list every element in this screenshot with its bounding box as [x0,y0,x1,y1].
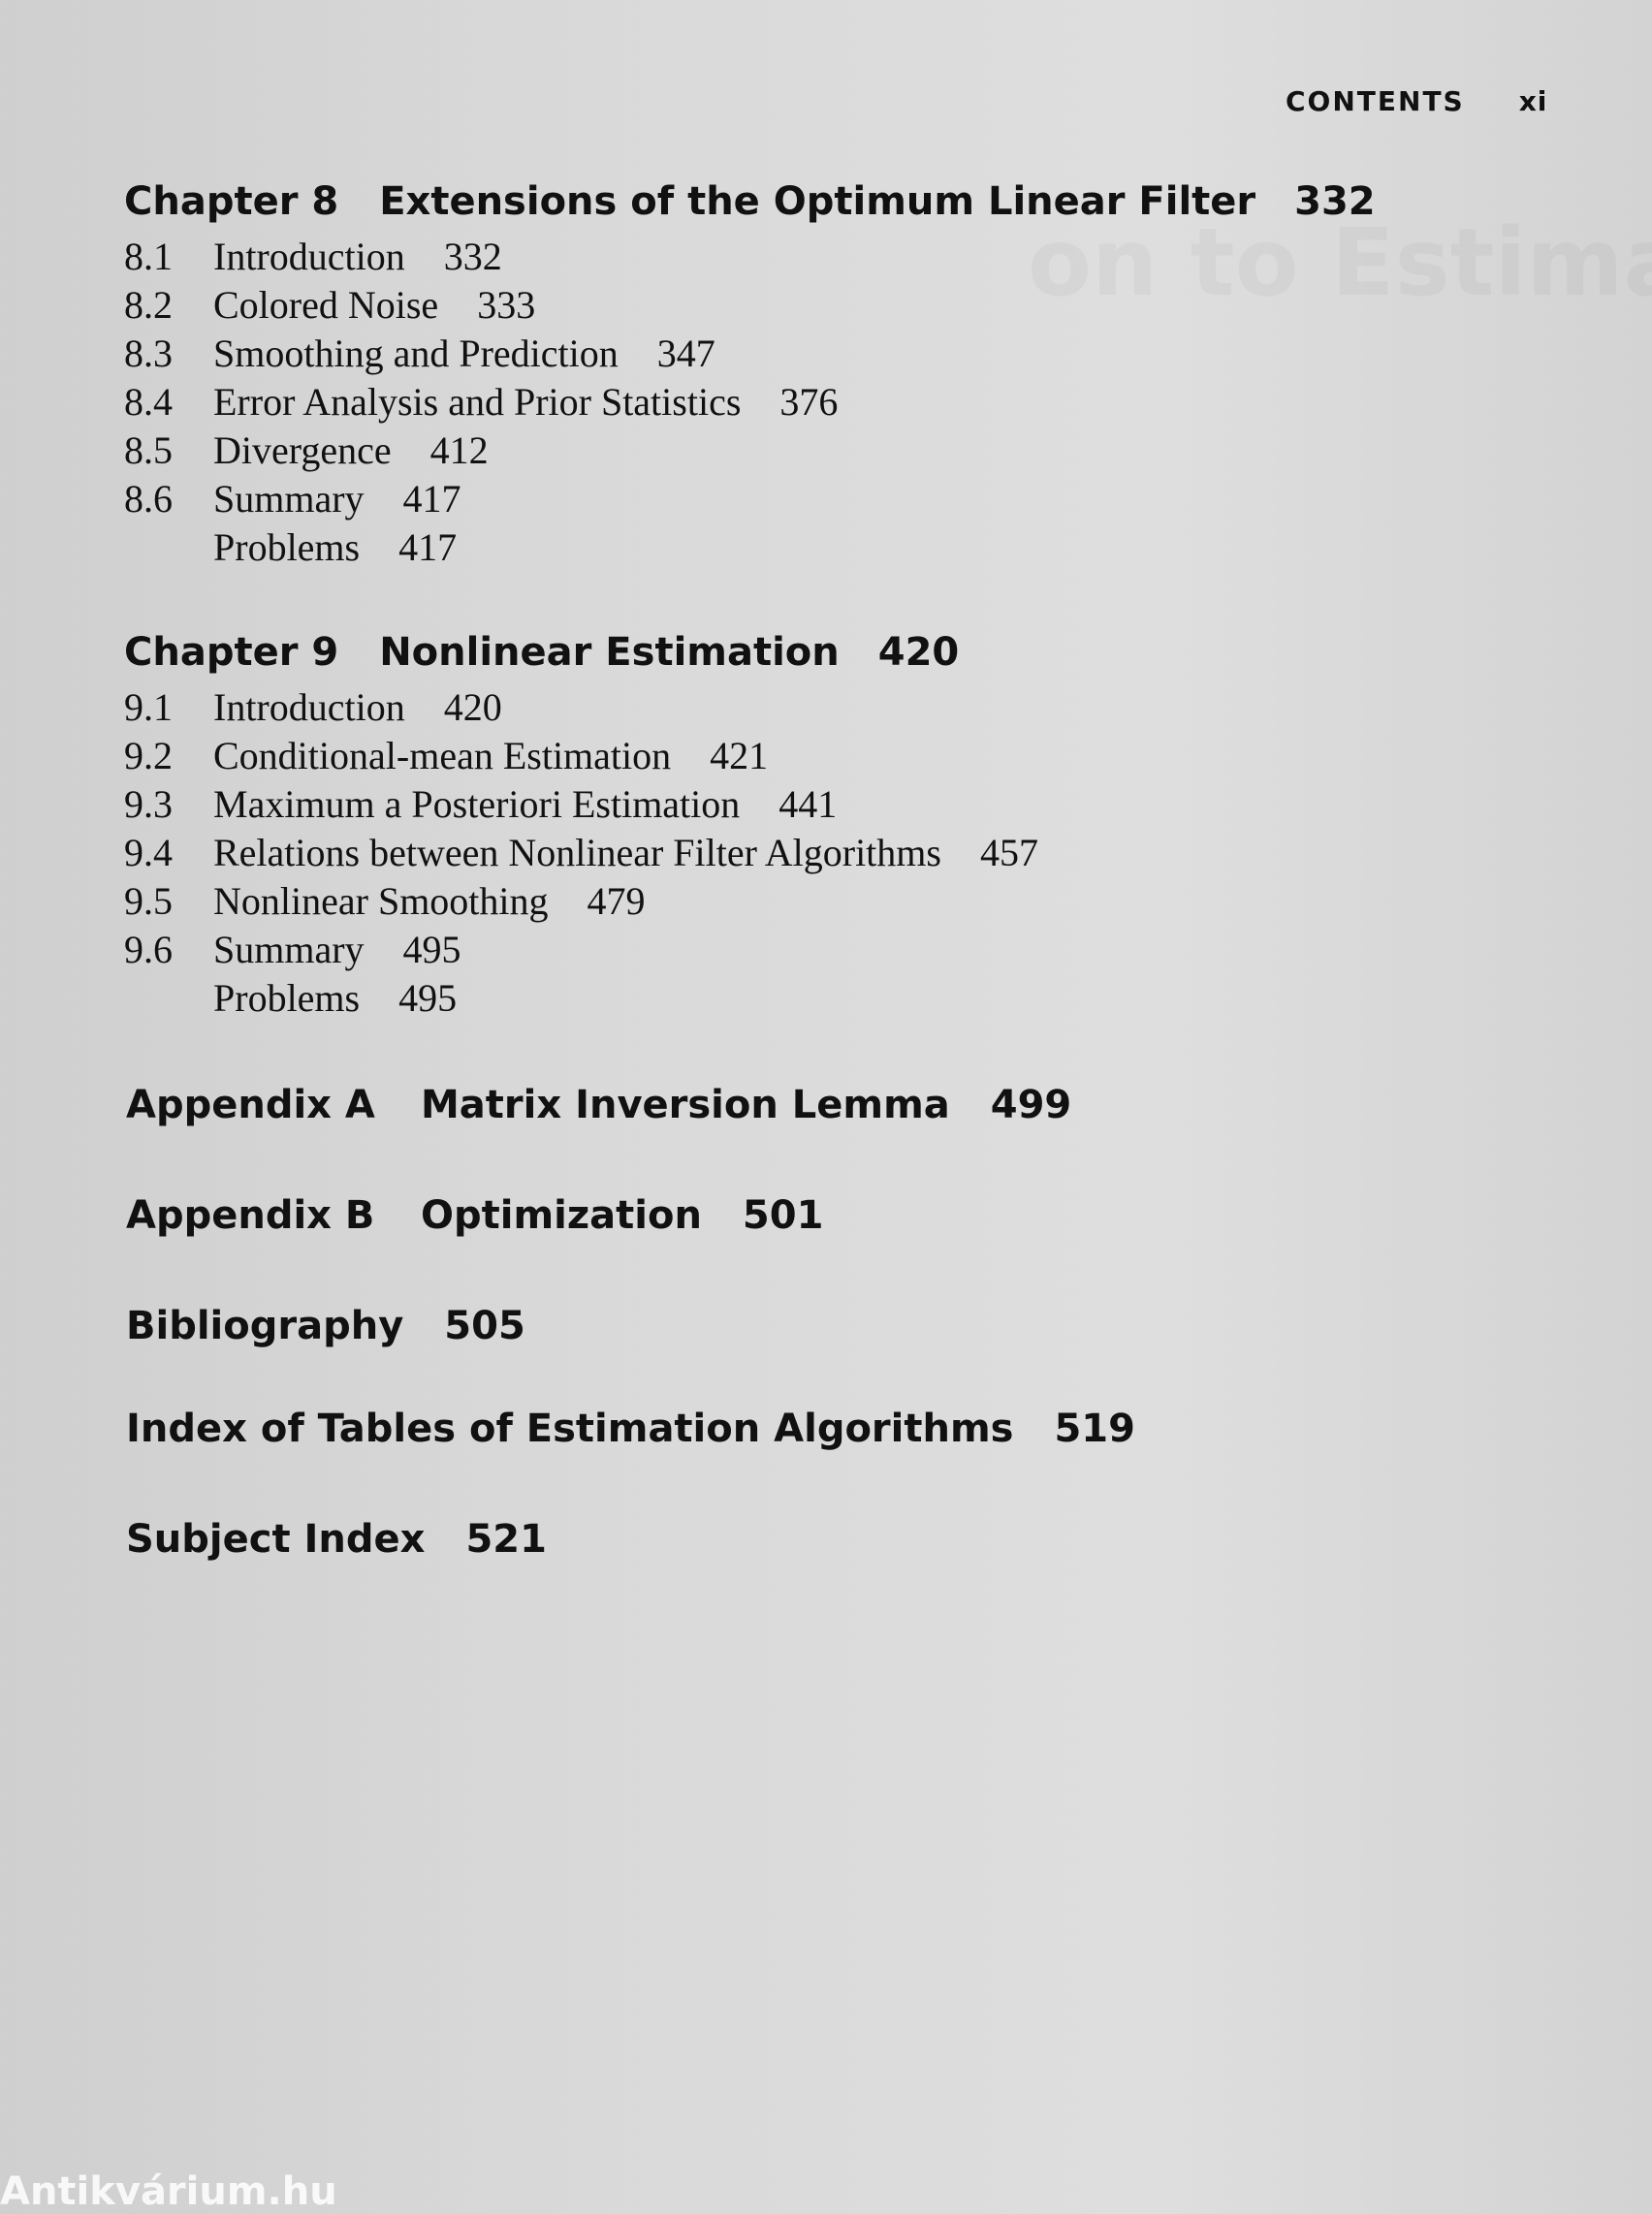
section-entry [124,233,1520,281]
section-entry [124,427,1520,475]
section-page: 495 [402,928,461,971]
problems-entry [124,974,1520,1023]
section-title: Nonlinear Smoothing [213,879,549,923]
appendix-b-entry [126,1188,823,1243]
section-title: Maximum a Posteriori Estimation [213,782,741,826]
section-entry [124,330,1520,378]
section-number: 8.5 [124,428,173,472]
section-title: Relations between Nonlinear Filter Algorithms [213,831,941,874]
appendix-label: Appendix A [126,1083,375,1127]
section-page: 332 [443,235,502,278]
chapter-heading [124,625,1520,680]
section-number: 9.4 [124,831,173,874]
chapter-9-entry [124,625,1520,1023]
section-entry [124,683,1520,732]
bibliography-entry [126,1299,525,1353]
section-entry [124,829,1520,877]
section-page: 347 [656,332,715,375]
section-page: 420 [443,685,502,729]
chapter-title: Extensions of the Optimum Linear Filter [379,179,1256,224]
problems-entry [124,523,1520,572]
section-page: 421 [710,734,769,777]
back-matter-page: 519 [1054,1407,1135,1451]
section-title: Introduction [213,685,405,729]
section-number: 9.3 [124,782,173,826]
section-page: 376 [779,380,839,424]
section-entry [124,475,1520,523]
chapter-page: 332 [1294,179,1376,224]
chapter-heading [124,174,1520,229]
back-matter-title: Index of Tables of Estimation Algorithms [126,1407,1014,1451]
section-title: Error Analysis and Prior Statistics [213,380,742,424]
appendix-label: Appendix B [126,1193,375,1238]
subject-index-entry [126,1512,547,1566]
running-head [1286,85,1547,117]
section-number: 9.5 [124,879,173,923]
section-page: 495 [398,976,458,1020]
back-matter-title: Bibliography [126,1304,404,1348]
back-matter-page: 521 [465,1517,547,1562]
section-entry [124,732,1520,780]
section-entry [124,877,1520,926]
chapter-title: Nonlinear Estimation [379,630,840,675]
appendix-title: Matrix Inversion Lemma [421,1083,950,1127]
running-head-label: CONTENTS [1286,85,1465,117]
appendix-page: 499 [990,1083,1072,1127]
section-title: Problems [213,976,361,1020]
section-page: 479 [587,879,646,923]
section-title: Introduction [213,235,405,278]
site-watermark: Antikvárium.hu [0,2169,337,2214]
index-of-tables-entry [126,1402,1135,1456]
section-number: 8.3 [124,332,173,375]
section-number: 8.1 [124,235,173,278]
section-title: Summary [213,928,365,971]
section-entry [124,378,1520,427]
back-matter-page: 505 [444,1304,525,1348]
section-entry [124,780,1520,829]
section-page: 441 [778,782,838,826]
chapter-8-entry [124,174,1520,572]
section-page: 417 [398,525,458,569]
section-number: 9.6 [124,928,173,971]
section-title: Summary [213,477,365,521]
chapter-label: Chapter 8 [124,179,339,224]
section-page: 417 [402,477,461,521]
section-number: 8.4 [124,380,173,424]
page-folio: xi [1518,85,1548,117]
appendix-a-entry [126,1078,1071,1132]
section-title: Conditional-mean Estimation [213,734,672,777]
chapter-label: Chapter 9 [124,630,339,675]
chapter-page: 420 [877,630,960,675]
section-page: 333 [477,283,536,327]
section-title: Divergence [213,428,392,472]
section-number: 8.6 [124,477,173,521]
appendix-title: Optimization [421,1193,702,1238]
section-number: 9.2 [124,734,173,777]
section-entry [124,281,1520,330]
section-page: 457 [979,831,1038,874]
section-title: Colored Noise [213,283,439,327]
section-title: Problems [213,525,361,569]
appendix-page: 501 [742,1193,824,1238]
back-matter-title: Subject Index [126,1517,426,1562]
section-page: 412 [429,428,489,472]
section-number: 8.2 [124,283,173,327]
section-title: Smoothing and Prediction [213,332,619,375]
section-number: 9.1 [124,685,173,729]
section-entry [124,926,1520,974]
